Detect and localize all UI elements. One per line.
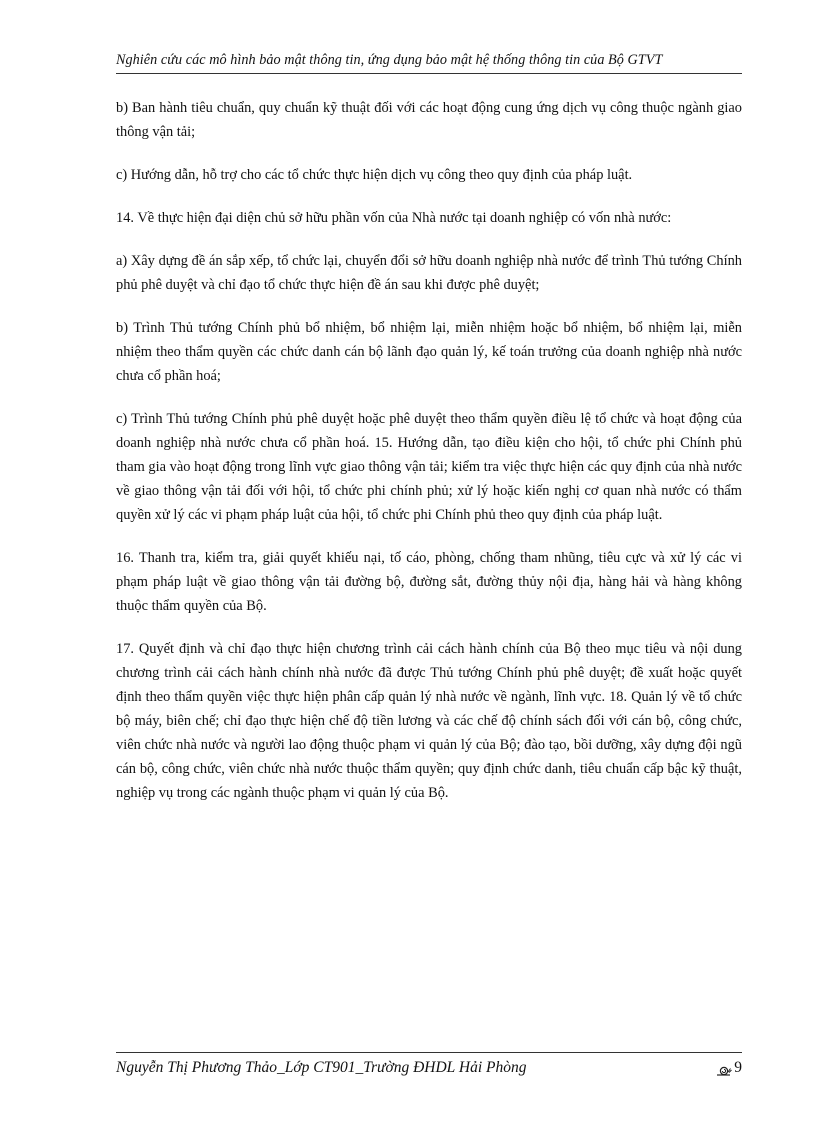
footer-author: Nguyễn Thị Phương Thảo_Lớp CT901_Trường ĐHDL Hải Phòng [116, 1059, 527, 1076]
snail-icon [716, 1062, 732, 1074]
paragraph-item-b-appointment: b) Trình Thủ tướng Chính phủ bổ nhiệm, bổ nhiệm lại, miễn nhiệm hoặc bổ nhiệm, bổ nhiệm lại, miễn nhiệm theo thẩm quyền các chức danh cán bộ lãnh đạo quản lý, kế toán trưởng của doanh nghiệp nhà nước chưa cổ phần hoá; [116, 320, 742, 384]
header-divider [116, 73, 742, 74]
paragraph-item-c-guidance: c) Hướng dẫn, hỗ trợ cho các tổ chức thực hiện dịch vụ công theo quy định của pháp luật. [116, 167, 633, 183]
page-number-block [716, 1057, 742, 1079]
paragraph-14-state-capital: 14. Về thực hiện đại diện chủ sở hữu phần vốn của Nhà nước tại doanh nghiệp có vốn nhà nước: [116, 210, 672, 226]
paragraph-item-b-standards: b) Ban hành tiêu chuẩn, quy chuẩn kỹ thuật đối với các hoạt động cung ứng dịch vụ công thuộc ngành giao thông vận tải; [116, 100, 742, 140]
paragraph-item-a-restructure: a) Xây dựng đề án sắp xếp, tổ chức lại, chuyển đổi sở hữu doanh nghiệp nhà nước để trình Thủ tướng Chính phủ phê duyệt và chỉ đạo tổ chức thực hiện đề án sau khi được phê duyệt; [116, 253, 742, 293]
paragraph-16-inspection: 16. Thanh tra, kiểm tra, giải quyết khiếu nại, tố cáo, phòng, chống tham nhũng, tiêu cực và xử lý các vi phạm pháp luật về giao thông vận tải đường bộ, đường sắt, đường thủy nội địa, hàng hải và hàng không thuộc thẩm quyền của Bộ. [116, 550, 742, 614]
document-body [116, 96, 742, 824]
paragraph-item-c-charter-and-15: c) Trình Thủ tướng Chính phủ phê duyệt hoặc phê duyệt theo thẩm quyền điều lệ tổ chức và hoạt động của doanh nghiệp nhà nước chưa cổ phần hoá. 15. Hướng dẫn, tạo điều kiện cho hội, tổ chức phi Chính phủ tham gia vào hoạt động trong lĩnh vực giao thông vận tải; kiểm tra việc thực hiện các quy định của nhà nước về giao thông vận tải đối với hội, tổ chức phi chính phủ; xử lý hoặc kiến nghị cơ quan nhà nước có thẩm quyền xử lý các vi phạm pháp luật của hội, tổ chức phi Chính phủ theo quy định của pháp luật. [116, 411, 742, 523]
page-footer [116, 1057, 742, 1079]
page-number: 9 [734, 1059, 742, 1076]
paragraph-17-18-reform: 17. Quyết định và chỉ đạo thực hiện chương trình cải cách hành chính của Bộ theo mục tiêu và nội dung chương trình cải cách hành chính nhà nước đã được Thủ tướng Chính phủ phê duyệt; đề xuất hoặc quyết định theo thẩm quyền việc thực hiện phân cấp quản lý nhà nước về ngành, lĩnh vực. 18. Quản lý về tổ chức bộ máy, biên chế; chỉ đạo thực hiện chế độ tiền lương và các chế độ chính sách đối với cán bộ, công chức, viên chức nhà nước và người lao động thuộc phạm vi quản lý của Bộ; đào tạo, bồi dưỡng, xây dựng đội ngũ cán bộ, công chức, viên chức nhà nước thuộc thẩm quyền; quy định chức danh, tiêu chuẩn cấp bậc kỹ thuật, nghiệp vụ trong các ngành thuộc phạm vi quản lý của Bộ. [116, 641, 742, 801]
page-header: Nghiên cứu các mô hình bảo mật thông tin, ứng dụng bảo mật hệ thống thông tin của Bộ GTVT [116, 52, 663, 68]
footer-divider [116, 1052, 742, 1053]
